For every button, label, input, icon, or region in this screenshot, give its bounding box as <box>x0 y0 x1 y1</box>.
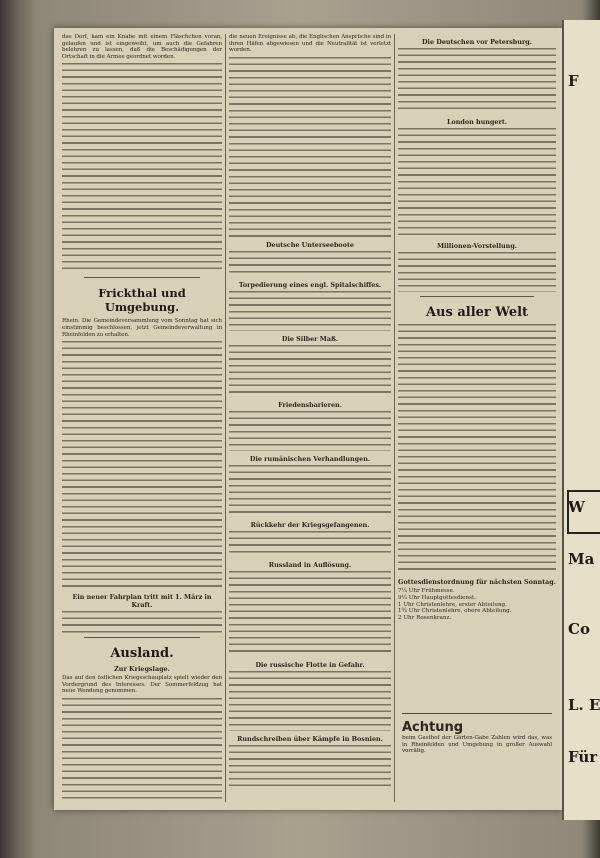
text-block <box>229 745 391 791</box>
column-2 <box>229 34 391 802</box>
text-block <box>229 465 391 517</box>
text-block <box>229 57 391 237</box>
column-rule <box>225 34 226 802</box>
article-paragraph: Das auf den östlichen Kriegsschauplatz spielt wieder den Vordergrund des Interesses. Der Sommerfeldzug hat neue Wendung genommen. <box>62 675 222 695</box>
text-block <box>62 698 222 802</box>
subheading: Rundschreiben über Kämpfe in Bosnien. <box>237 734 383 743</box>
subheading: Die Deutschen vor Petersburg. <box>422 38 532 46</box>
headline-fragment: L. E <box>568 696 600 714</box>
divider <box>84 637 200 638</box>
column-rule <box>394 34 395 802</box>
headline-fragment: Ma <box>568 550 595 568</box>
text-block <box>398 252 556 292</box>
article-paragraph: Rhein. Die Gemeindeversammlung vom Sonntag hat sich einstimmig beschlossen, jetzt Gemeindeverwaltung in Rheinfelden zu erhalten. <box>62 318 222 338</box>
text-block <box>62 63 222 273</box>
headline-fragment: Für <box>568 748 598 766</box>
text-block <box>62 341 222 589</box>
section-heading: Ausland. <box>110 646 174 662</box>
schedule-item: 9¼ Uhr Hauptgottesdienst. <box>398 594 476 601</box>
divider <box>420 296 534 297</box>
text-block <box>62 611 222 633</box>
text-block <box>229 251 391 277</box>
text-block <box>229 291 391 331</box>
column-3 <box>398 34 556 802</box>
subheading: Rückkehr der Kriegsgefangenen. <box>250 520 370 529</box>
divider <box>84 277 200 278</box>
text-block <box>229 411 391 451</box>
section-heading: Frickthal und Umgebung. <box>98 286 186 315</box>
text-block <box>398 128 556 238</box>
text-block <box>398 324 556 574</box>
article-paragraph: die neuen Ereignisse ab, die Englischen Ansprüche sind in ihren Häfen abgewiesen und die Neutralität ist verletzt worden. <box>229 34 391 54</box>
column-1 <box>62 34 222 802</box>
subheading: Russland in Auflösung. <box>268 560 352 569</box>
subheading: Die russische Flotte in Gefahr. <box>255 660 365 669</box>
subheading: Ein neuer Fahrplan tritt mit 1. März in Kraft. <box>72 593 212 610</box>
schedule-item: 1 Uhr Christenlehre, erster Abteilung. <box>398 601 507 608</box>
subheading: Millionen-Vorstellung. <box>436 242 518 250</box>
schedule-item: 1¾ Uhr Christenlehre, obere Abteilung. <box>398 608 512 615</box>
subheading: Die rumänischen Verhandlungen. <box>249 454 371 463</box>
ad-text: beim Gasthof der Gärten-Gabe Zahlen wird das, was in Rheinfelden und Umgebung in großer Auswahl vorrätig. <box>402 735 552 755</box>
subheading: Zur Kriegslage. <box>114 665 170 674</box>
ad-title: Achtung <box>402 720 464 736</box>
text-block <box>229 671 391 731</box>
adjacent-page-edge <box>562 20 600 820</box>
headline-fragment: W <box>568 498 585 516</box>
text-block <box>229 345 391 397</box>
subheading: Friedensbarieren. <box>278 400 342 409</box>
schedule-item: 7¼ Uhr Frühmesse. <box>398 588 455 594</box>
section-heading: Aus aller Welt <box>425 305 529 320</box>
headline-fragment: F <box>568 72 579 90</box>
subheading: Deutsche Unterseeboote <box>266 240 354 249</box>
subheading: London hungert. <box>446 118 508 126</box>
newspaper-page <box>54 28 562 810</box>
service-schedule <box>398 588 556 622</box>
article-paragraph: das Dorf, kam ein Knabe mit einem Fläschchen voran, gelaufen und ist eingeweiht, um auch die Gefahren belehren zu lassen, daß die Beschädigungen der Ortschaft in die Armee geordnet worden. <box>62 34 222 60</box>
text-block <box>398 48 556 114</box>
subheading: Gottesdienstordnung für nächsten Sonntag. <box>398 578 556 586</box>
subheading: Torpedierung eines engl. Spitalschiffes. <box>238 280 382 289</box>
text-block <box>229 571 391 657</box>
advertisement <box>402 713 552 758</box>
text-block <box>229 531 391 557</box>
headline-fragment: Co <box>568 620 590 638</box>
subheading: Die Silber Maß. <box>281 334 339 343</box>
schedule-item: 2 Uhr Rosenkranz. <box>398 615 452 622</box>
